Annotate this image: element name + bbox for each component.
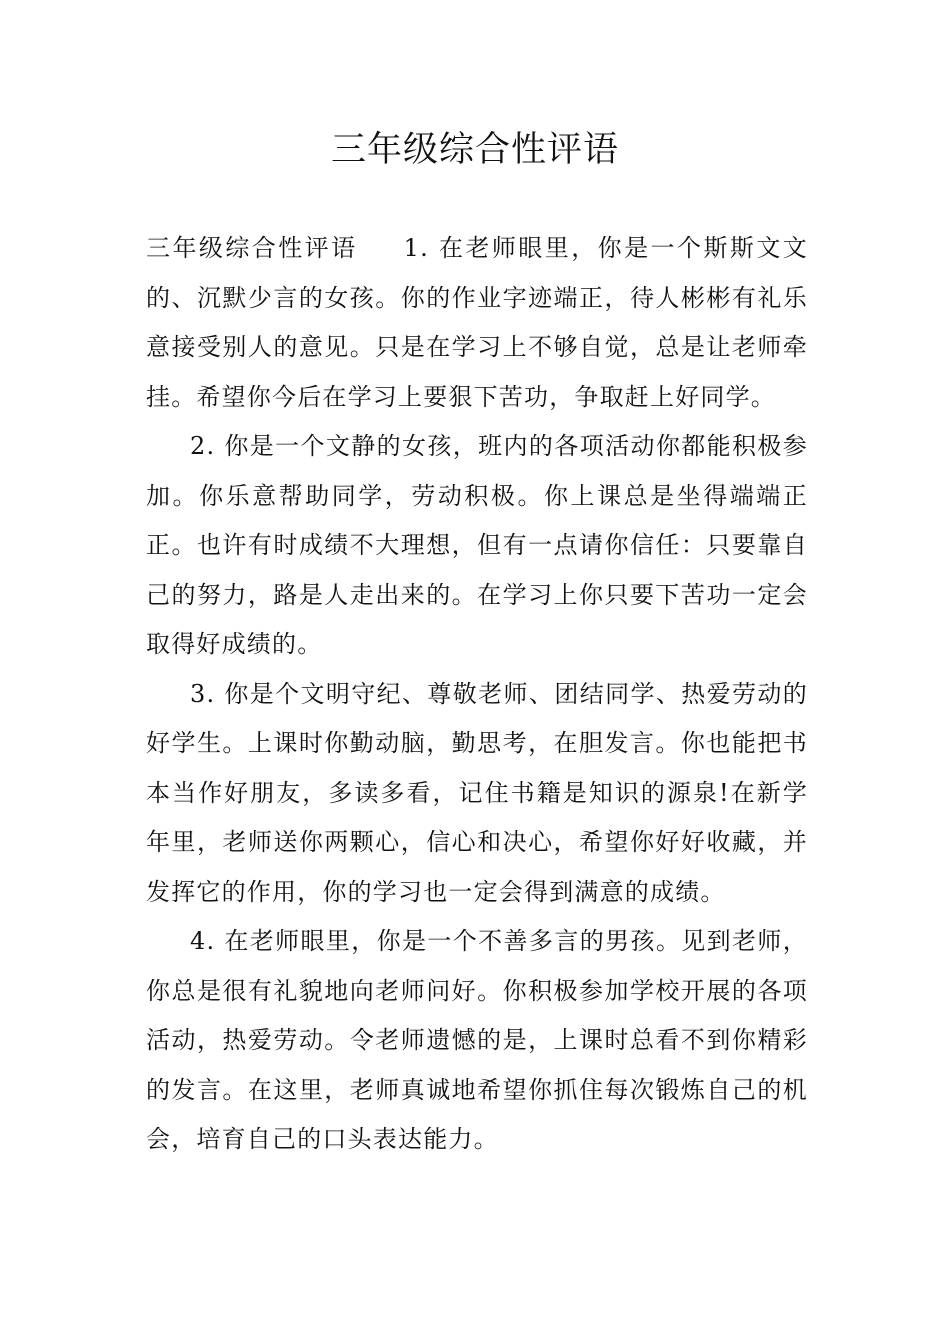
document-body [146, 224, 808, 1165]
document-title: 三年级综合性评语 [330, 130, 619, 170]
paragraph-4: 4. 在老师眼里，你是一个不善多言的男孩。见到老师，你总是很有礼貌地向老师问好。你积极参加学校开展的各项活动，热爱劳动。令老师遗憾的是，上课时总看不到你精彩的发言。在这里，老师真诚地希望你抓住每次锻炼自己的机会，培育自己的口头表达能力。 [146, 927, 808, 1153]
paragraph-1 [146, 224, 808, 422]
paragraph-3: 3. 你是个文明守纪、尊敬老师、团结同学、热爱劳动的好学生。上课时你勤动脑，勤思考，在胆发言。你也能把书本当作好朋友，多读多看，记住书籍是知识的源泉!在新学年里，老师送你两颗心，信心和决心，希望你好好收藏，并发挥它的作用，你的学习也一定会得到满意的成绩。 [146, 679, 808, 906]
paragraph-2: 2. 你是一个文静的女孩，班内的各项活动你都能积极参加。你乐意帮助同学，劳动积极。你上课总是坐得端端正正。也许有时成绩不大理想，但有一点请你信任：只要靠自己的努力，路是人走出来的。在学习上你只要下苦功一定会取得好成绩的。 [146, 432, 808, 658]
paragraph-1-text: 1. 在老师眼里，你是一个斯斯文文的、沉默少言的女孩。你的作业字迹端正，待人彬彬有礼乐意接受别人的意见。只是在学习上不够自觉，总是让老师牵挂。希望你今后在学习上要狠下苦功，争取赶上好同学。 [146, 234, 808, 411]
lead-label: 三年级综合性评语 [146, 234, 358, 262]
